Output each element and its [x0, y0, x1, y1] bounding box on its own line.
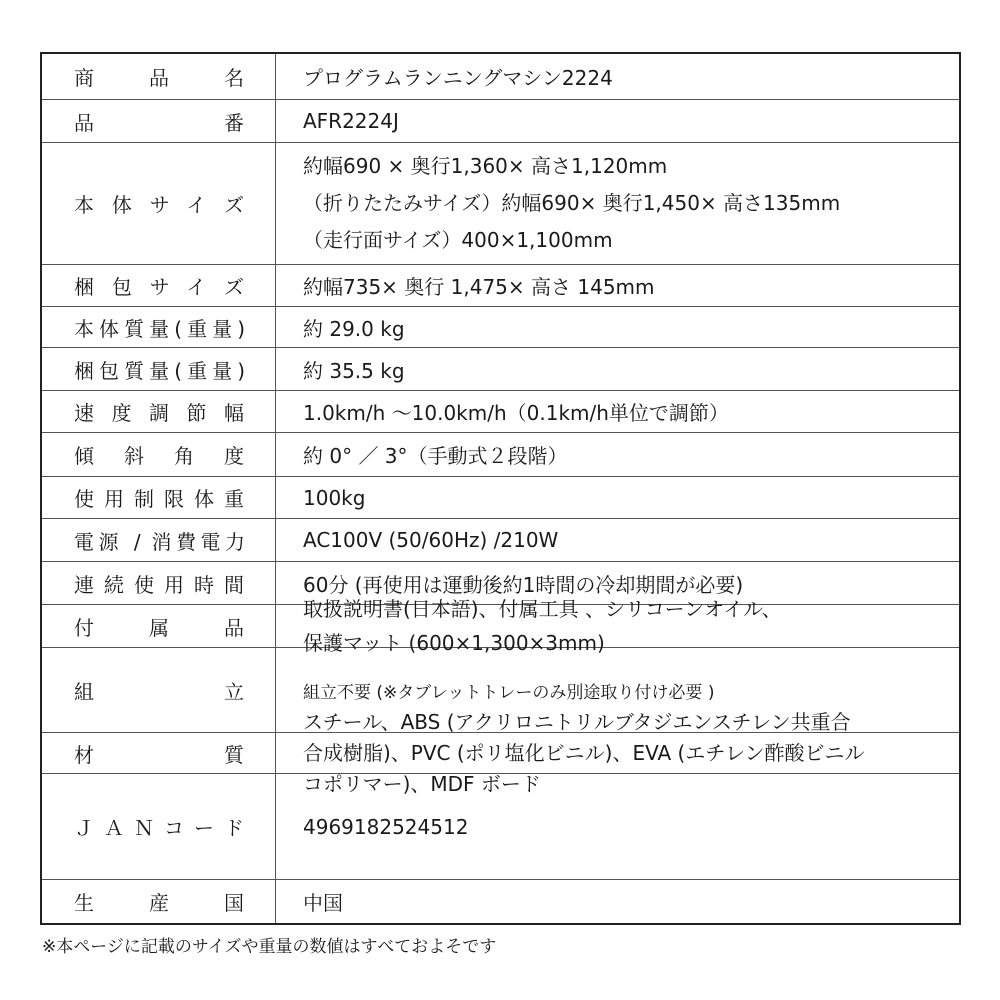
row-value-line: スチール、ABS (アクリロニトリルブタジエンスチレン共重合 [303, 709, 851, 734]
row-value-line: 中国 [303, 891, 343, 915]
row-value-line: （走行面サイズ）400×1,100mm [303, 228, 613, 252]
table-row [42, 54, 959, 99]
row-value-cell [276, 709, 959, 796]
row-label-cell [42, 519, 276, 561]
table-row [42, 347, 959, 390]
row-label-cell [42, 348, 276, 390]
row-label: 品番 [74, 110, 245, 135]
row-value-line: 約幅735× 奥行 1,475× 高さ 145mm [303, 275, 655, 299]
row-label-cell [42, 733, 276, 773]
row-value-line: 取扱説明書(日本語)、付属工具 、シリコーンオイル、 [303, 597, 782, 621]
spec-table [40, 52, 961, 925]
row-label: 商品名 [74, 66, 245, 90]
row-label-cell [42, 307, 276, 347]
row-value-cell [276, 774, 959, 879]
row-label-cell [42, 774, 276, 879]
row-label-cell [42, 265, 276, 306]
table-row [42, 142, 959, 264]
table-row [42, 773, 959, 879]
row-label: ＪＡＮコード [74, 816, 245, 840]
row-label: 本体質量(重量) [74, 316, 245, 341]
row-label-cell [42, 562, 276, 604]
table-row [42, 518, 959, 561]
row-label: 傾斜角度 [74, 444, 245, 468]
row-value-line: 保護マット (600×1,300×3mm) [303, 631, 605, 655]
table-row [42, 879, 959, 923]
row-value-cell [276, 391, 959, 432]
row-label-cell [42, 143, 276, 264]
row-value-cell [276, 54, 959, 99]
row-label-cell [42, 648, 276, 732]
row-label-cell [42, 880, 276, 923]
row-value-cell [276, 307, 959, 347]
row-label: 生産国 [74, 891, 245, 915]
table-row [42, 306, 959, 347]
row-label: 電源 / 消費電力 [74, 529, 245, 554]
row-label: 梱包サイズ [74, 275, 245, 299]
row-value-line: （折りたたみサイズ）約幅690× 奥行1,450× 高さ135mm [303, 191, 841, 215]
row-label-cell [42, 100, 276, 142]
row-value-line: 1.0km/h 〜10.0km/h（0.1km/h単位で調節） [303, 401, 729, 425]
row-value-cell [276, 100, 959, 142]
row-value-cell [276, 265, 959, 306]
row-label-cell [42, 605, 276, 647]
row-value-cell [276, 433, 959, 476]
row-label: 速度調節幅 [74, 401, 245, 425]
row-value-line: AFR2224J [303, 109, 399, 133]
row-value-line: 60分 (再使用は運動後約1時間の冷却期間が必要) [303, 572, 744, 597]
row-value-cell [276, 880, 959, 923]
row-value-line: 合成樹脂)、PVC (ポリ塩化ビニル)、EVA (エチレン酢酸ビニル [303, 740, 865, 765]
row-value-cell [276, 143, 959, 264]
row-value-cell [276, 477, 959, 518]
row-label: 組立 [74, 679, 245, 704]
table-row [42, 476, 959, 518]
row-value-line: AC100V (50/60Hz) /210W [303, 528, 559, 552]
row-value-line: 約 0° ／ 3°（手動式２段階） [303, 444, 568, 468]
row-value-line: 組立不要 (※タブレットトレーのみ別途取り付け必要 ) [303, 682, 715, 703]
table-row [42, 264, 959, 306]
row-label: 梱包質量(重量) [74, 358, 245, 383]
table-row [42, 432, 959, 476]
table-row [42, 597, 959, 655]
row-value-line: 100kg [303, 485, 366, 510]
row-value-cell [276, 519, 959, 561]
row-label: 付属品 [74, 615, 245, 640]
row-label-cell [42, 477, 276, 518]
footnote: ※本ページに記載のサイズや重量の数値はすべておよそです [42, 937, 497, 957]
row-label-cell [42, 54, 276, 99]
row-label: 本体サイズ [74, 193, 245, 217]
row-label: 連続使用時間 [74, 572, 245, 597]
row-value-line: 約 35.5 kg [303, 358, 405, 383]
row-value-line: プログラムランニングマシン2224 [303, 66, 613, 90]
row-value-line: 4969182524512 [303, 814, 469, 839]
row-label-cell [42, 433, 276, 476]
table-row [42, 709, 959, 796]
row-value-line: コポリマー)、MDF ボード [303, 771, 541, 796]
row-value-line: 約幅690 × 奥行1,360× 高さ1,120mm [303, 154, 668, 178]
row-label: 材質 [74, 742, 245, 767]
table-row [42, 99, 959, 142]
row-label: 使用制限体重 [74, 487, 245, 511]
row-value-cell [276, 348, 959, 390]
row-value-cell [276, 597, 959, 655]
table-row [42, 390, 959, 432]
row-label-cell [42, 391, 276, 432]
row-value-line: 約 29.0 kg [303, 316, 405, 341]
